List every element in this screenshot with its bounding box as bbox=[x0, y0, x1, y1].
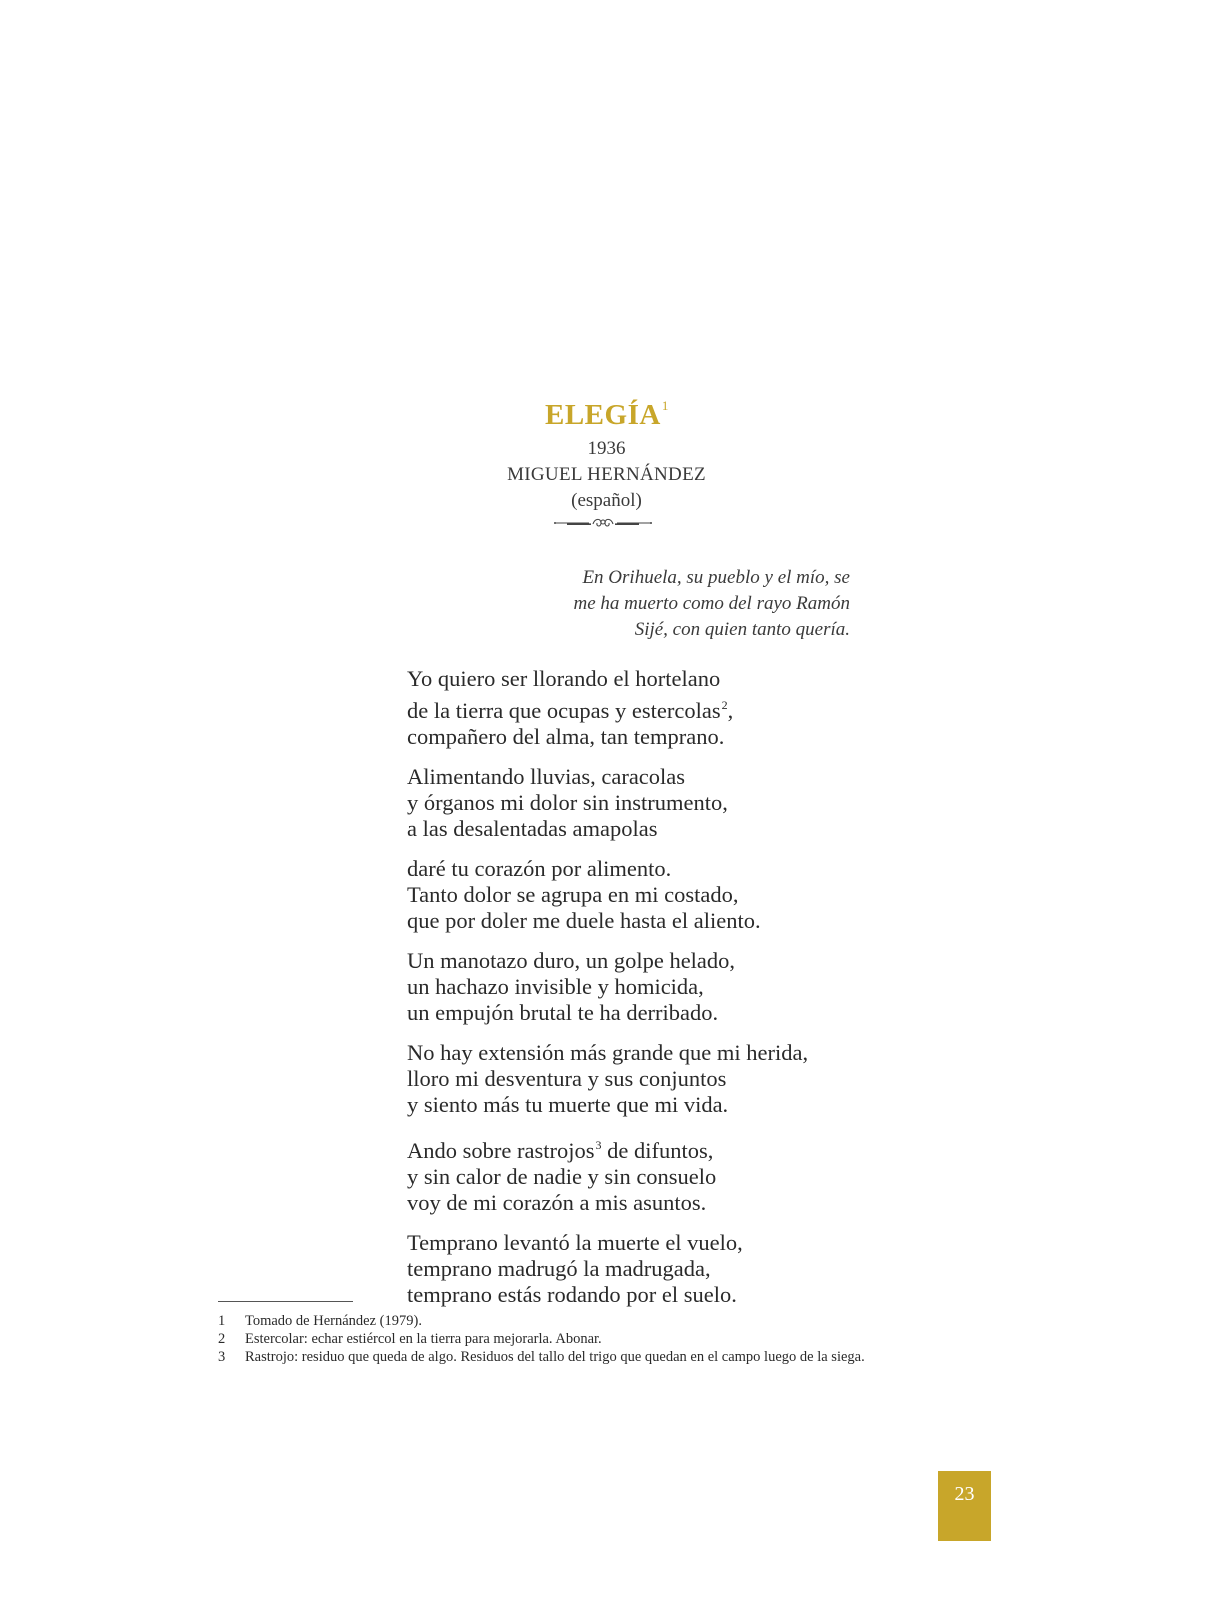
verse-line: que por doler me duele hasta el aliento. bbox=[407, 908, 761, 933]
verse-line: daré tu corazón por alimento. bbox=[407, 856, 672, 881]
footnote-item: 3 Rastrojo: residuo que queda de algo. Residuos del tallo del trigo que quedan en el campo luego de la siega. bbox=[218, 1349, 865, 1365]
stanza bbox=[407, 856, 927, 934]
verse-line: y sin calor de nadie y sin consuelo bbox=[407, 1164, 717, 1189]
stanza bbox=[407, 764, 927, 842]
verse-line: lloro mi desventura y sus conjuntos bbox=[407, 1066, 727, 1091]
footnote-number: 3 bbox=[218, 1349, 226, 1365]
verse-line: de la tierra que ocupas y estercolas$^2$, bbox=[407, 698, 734, 723]
verse-line: No hay extensión más grande que mi herida, bbox=[407, 1040, 809, 1065]
stanza bbox=[407, 1230, 927, 1308]
flourish-divider-icon bbox=[553, 516, 653, 530]
stanza bbox=[407, 1040, 927, 1118]
footnote-ref[interactable]: 2 bbox=[721, 698, 728, 712]
verse-line: temprano estás rodando por el suelo. bbox=[407, 1282, 737, 1307]
verse-line: y siento más tu muerte que mi vida. bbox=[407, 1092, 729, 1117]
title-footnote-ref[interactable]: 1 bbox=[661, 398, 669, 413]
footnote-item: 2 Estercolar: echar estiércol en la tierra para mejorarla. Abonar. bbox=[218, 1331, 602, 1347]
verse-line: un empujón brutal te ha derribado. bbox=[407, 1000, 719, 1025]
footnote-ref[interactable]: 3 bbox=[595, 1138, 602, 1152]
verse-line: Ando sobre rastrojos$^3$ de difuntos, bbox=[407, 1138, 714, 1163]
epigraph bbox=[440, 565, 850, 643]
footnote-number: 2 bbox=[218, 1331, 226, 1347]
stanza bbox=[407, 666, 927, 750]
poem-year: 1936 bbox=[587, 438, 626, 459]
epigraph-line: Sijé, con quien tanto quería. bbox=[634, 619, 850, 640]
verse-line: Yo quiero ser llorando el hortelano bbox=[407, 666, 721, 691]
verse-line: Temprano levantó la muerte el vuelo, bbox=[407, 1230, 743, 1255]
verse-line: voy de mi corazón a mis asuntos. bbox=[407, 1190, 707, 1215]
footnote-item: 1 Tomado de Hernández (1979). bbox=[218, 1313, 422, 1329]
verse-line: a las desalentadas amapolas bbox=[407, 816, 658, 841]
verse-line: un hachazo invisible y homicida, bbox=[407, 974, 704, 999]
page-number-badge bbox=[938, 1471, 991, 1541]
verse-line: temprano madrugó la madrugada, bbox=[407, 1256, 711, 1281]
footnote-number: 1 bbox=[218, 1313, 226, 1329]
poem-body bbox=[407, 666, 927, 1322]
poem-title bbox=[545, 398, 668, 432]
epigraph-line: En Orihuela, su pueblo y el mío, se bbox=[582, 567, 850, 588]
footnote-divider bbox=[218, 1301, 353, 1302]
poem-title-text: ELEGÍA bbox=[545, 399, 661, 431]
footnotes bbox=[218, 1312, 1018, 1366]
verse-line: compañero del alma, tan temprano. bbox=[407, 724, 725, 749]
verse-line: y órganos mi dolor sin instrumento, bbox=[407, 790, 728, 815]
poem-author: MIGUEL HERNÁNDEZ bbox=[507, 464, 706, 485]
poem-language: (español) bbox=[571, 490, 642, 511]
verse-line: Un manotazo duro, un golpe helado, bbox=[407, 948, 736, 973]
stanza bbox=[407, 948, 927, 1026]
verse-line: Tanto dolor se agrupa en mi costado, bbox=[407, 882, 739, 907]
stanza bbox=[407, 1132, 927, 1216]
page-number: 23 bbox=[954, 1483, 975, 1505]
epigraph-line: me ha muerto como del rayo Ramón bbox=[573, 593, 850, 614]
verse-line: Alimentando lluvias, caracolas bbox=[407, 764, 686, 789]
